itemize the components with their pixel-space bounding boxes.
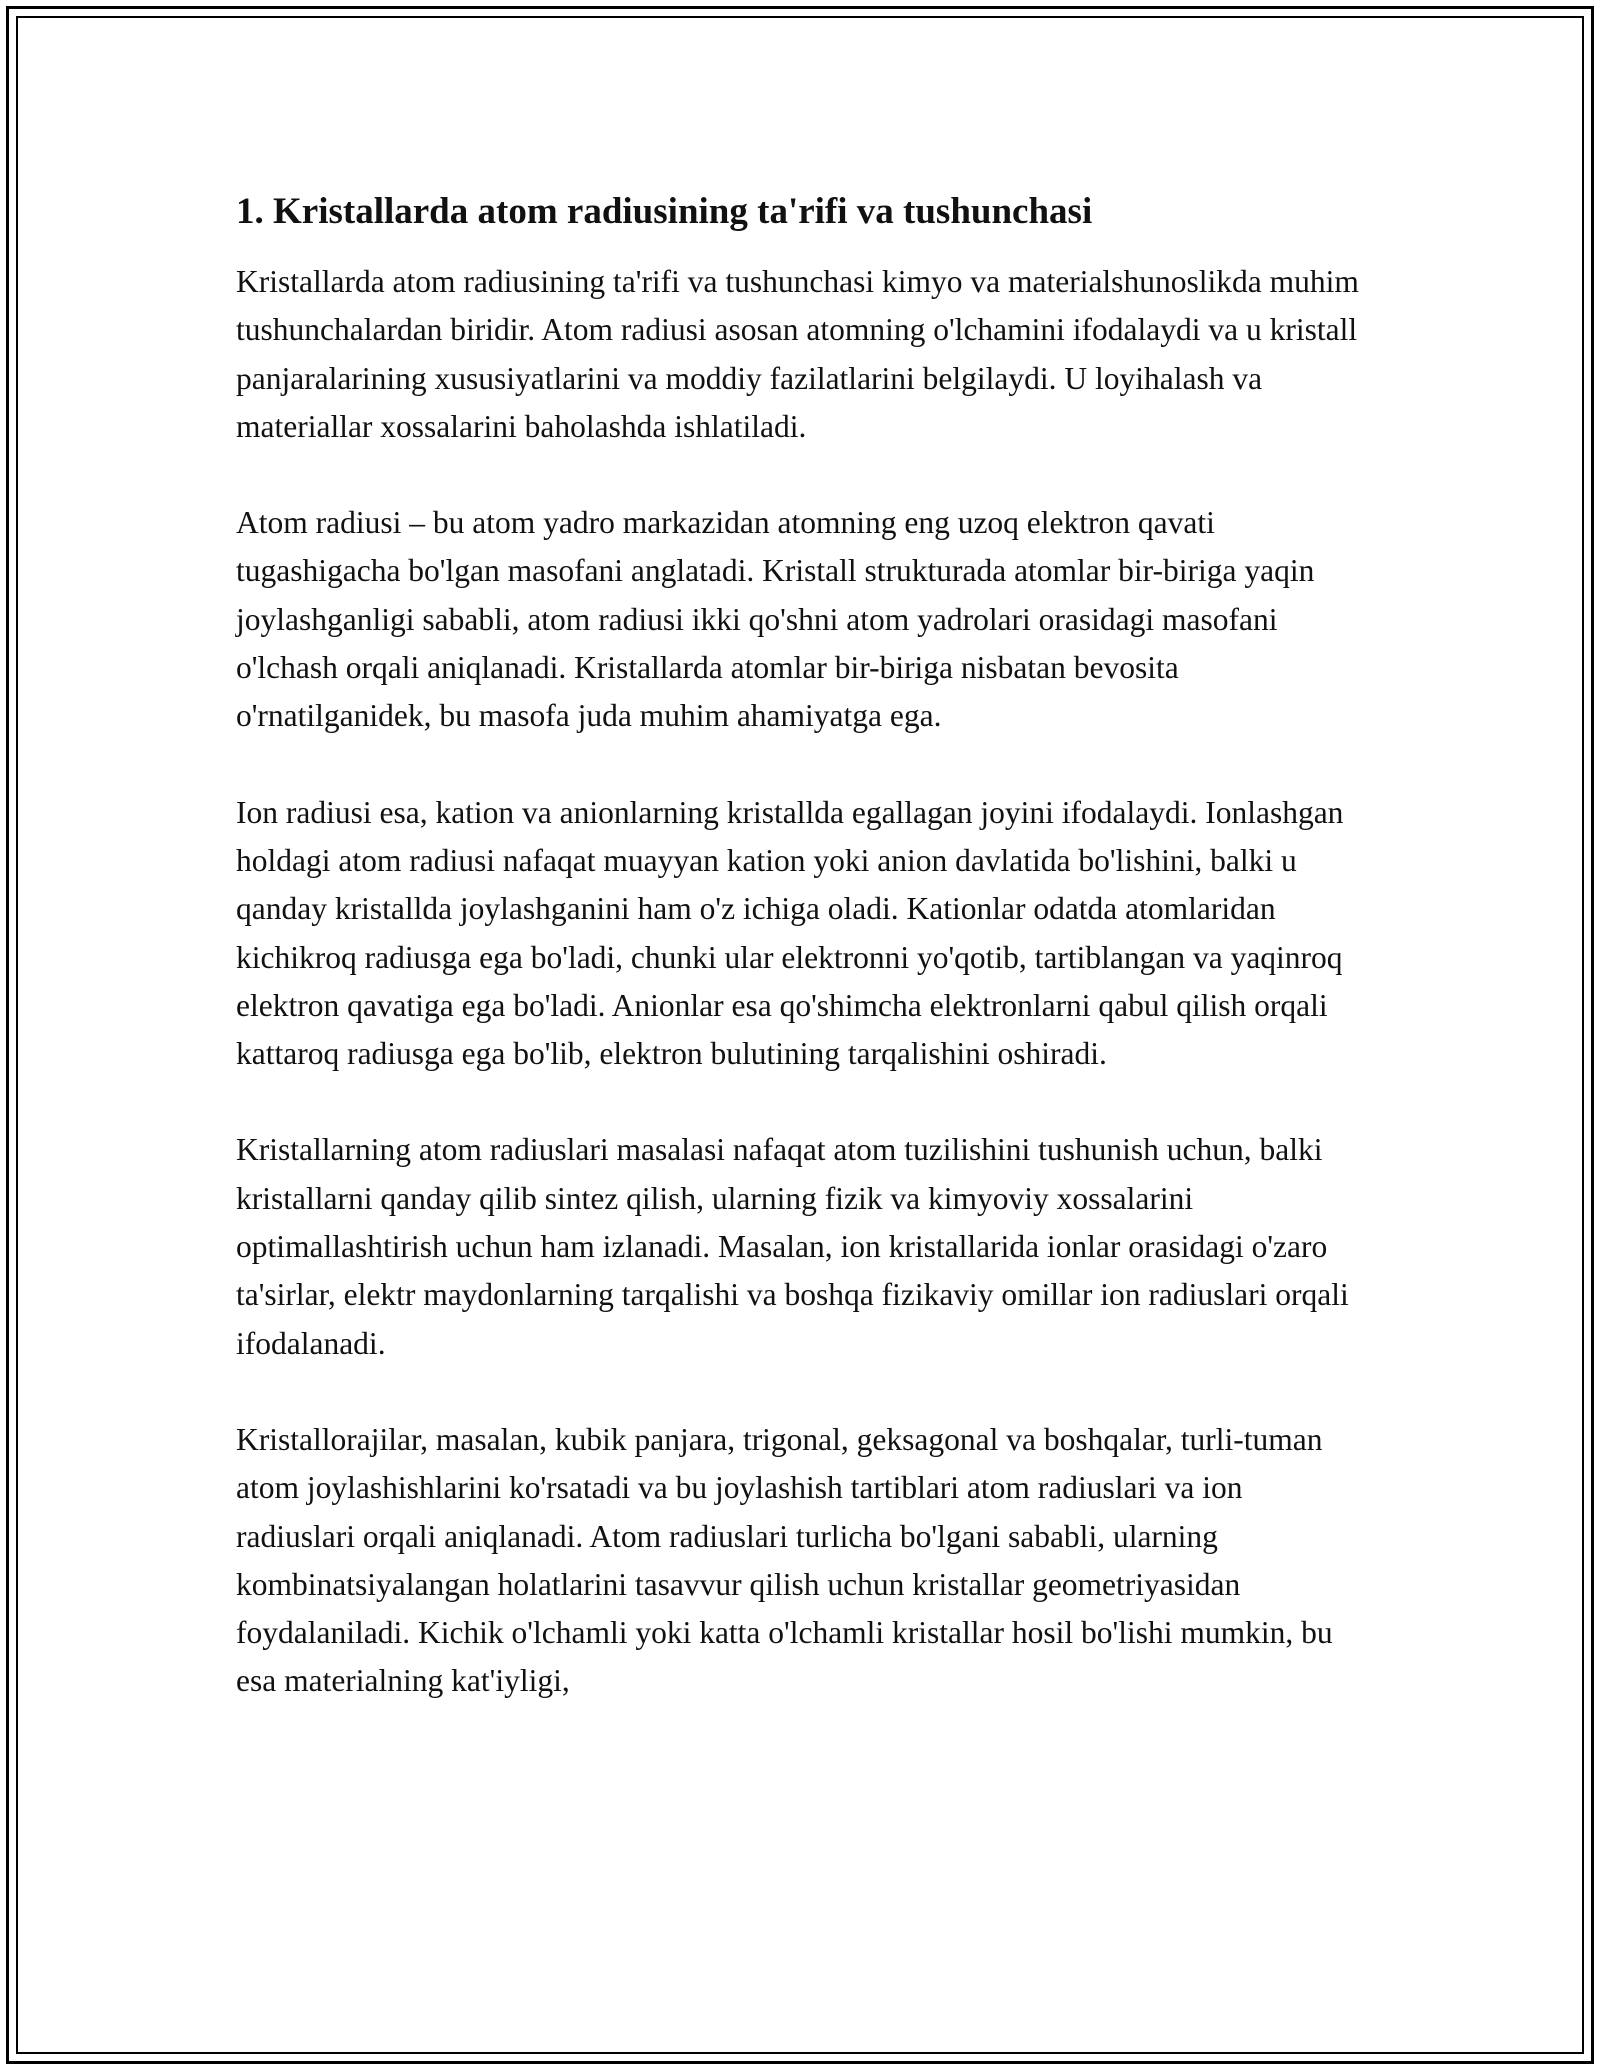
paragraph-crystal-radii: Kristallarning atom radiuslari masalasi nafaqat atom tuzilishini tushunish uchun, balki kristallarni qanday qilib sintez qilish, ularning fizik va kimyoviy xossalarini optimallashtirish uchun ham izlanadi. Masalan, ion kristallarida ionlar orasidagi o'zaro ta'sirlar, elektr maydonlarning tarqalishi va boshqa fizikaviy omillar ion radiuslari orqali ifodalanadi. [236,1132,1349,1361]
paragraph-ion-radius: Ion radiusi esa, kation va anionlarning kristallda egallagan joyini ifodalaydi. Ionlashgan holdagi atom radiusi nafaqat muayyan kation yoki anion davlatida bo'lishini, balki u qanday kristallda joylashganini ham o'z ichiga oladi. Kationlar odatda atomlaridan kichikroq radiusga ega bo'ladi, chunki ular elektronni yo'qotib, tartiblangan va yaqinroq elektron qavatiga ega bo'ladi. Anionlar esa qo'shimcha elektronlarni qabul qilish orqali kattaroq radiusga ega bo'lib, elektron bulutining tarqalishini oshiradi. [236,794,1344,1072]
paragraph-crystal-systems: Kristallorajilar, masalan, kubik panjara, trigonal, geksagonal va boshqalar, turli-tuman atom joylashishlarini ko'rsatadi va bu joylashish tartiblari atom radiuslari va ion radiuslari orqali aniqlanadi. Atom radiuslari turlicha bo'lgani sababli, ularning kombinatsiyalangan holatlarini tasavvur qilish uchun kristallar geometriyasidan foydalaniladi. Kichik o'lchamli yoki katta o'lchamli kristallar hosil bo'lishi mumkin, bu esa materialning kat'iyligi, [236,1421,1333,1699]
paragraph-definition: Kristallarda atom radiusining ta'rifi va tushunchasi kimyo va materialshunoslikda muhim tushunchalardan biridir. Atom radiusi asosan atomning o'lchamini ifodalaydi va u kristall panjaralarining xususiyatlarini va moddiy fazilatlarini belgilaydi. U loyihalash va materiallar xossalarini baholashda ishlatiladi. [236,264,1359,444]
section-heading: 1. Kristallarda atom radiusining ta'rifi va tushunchasi [236,191,1093,232]
document-body [236,188,1366,1754]
paragraph-atom-radius: Atom radiusi – bu atom yadro markazidan atomning eng uzoq elektron qavati tugashigacha bo'lgan masofani anglatadi. Kristall strukturada atomlar bir-biriga yaqin joylashganligi sababli, atom radiusi ikki qo'shni atom yadrolari orasidagi masofani o'lchash orqali aniqlanadi. Kristallarda atomlar bir-biriga nisbatan bevosita o'rnatilganidek, bu masofa juda muhim ahamiyatga ega. [236,505,1315,734]
